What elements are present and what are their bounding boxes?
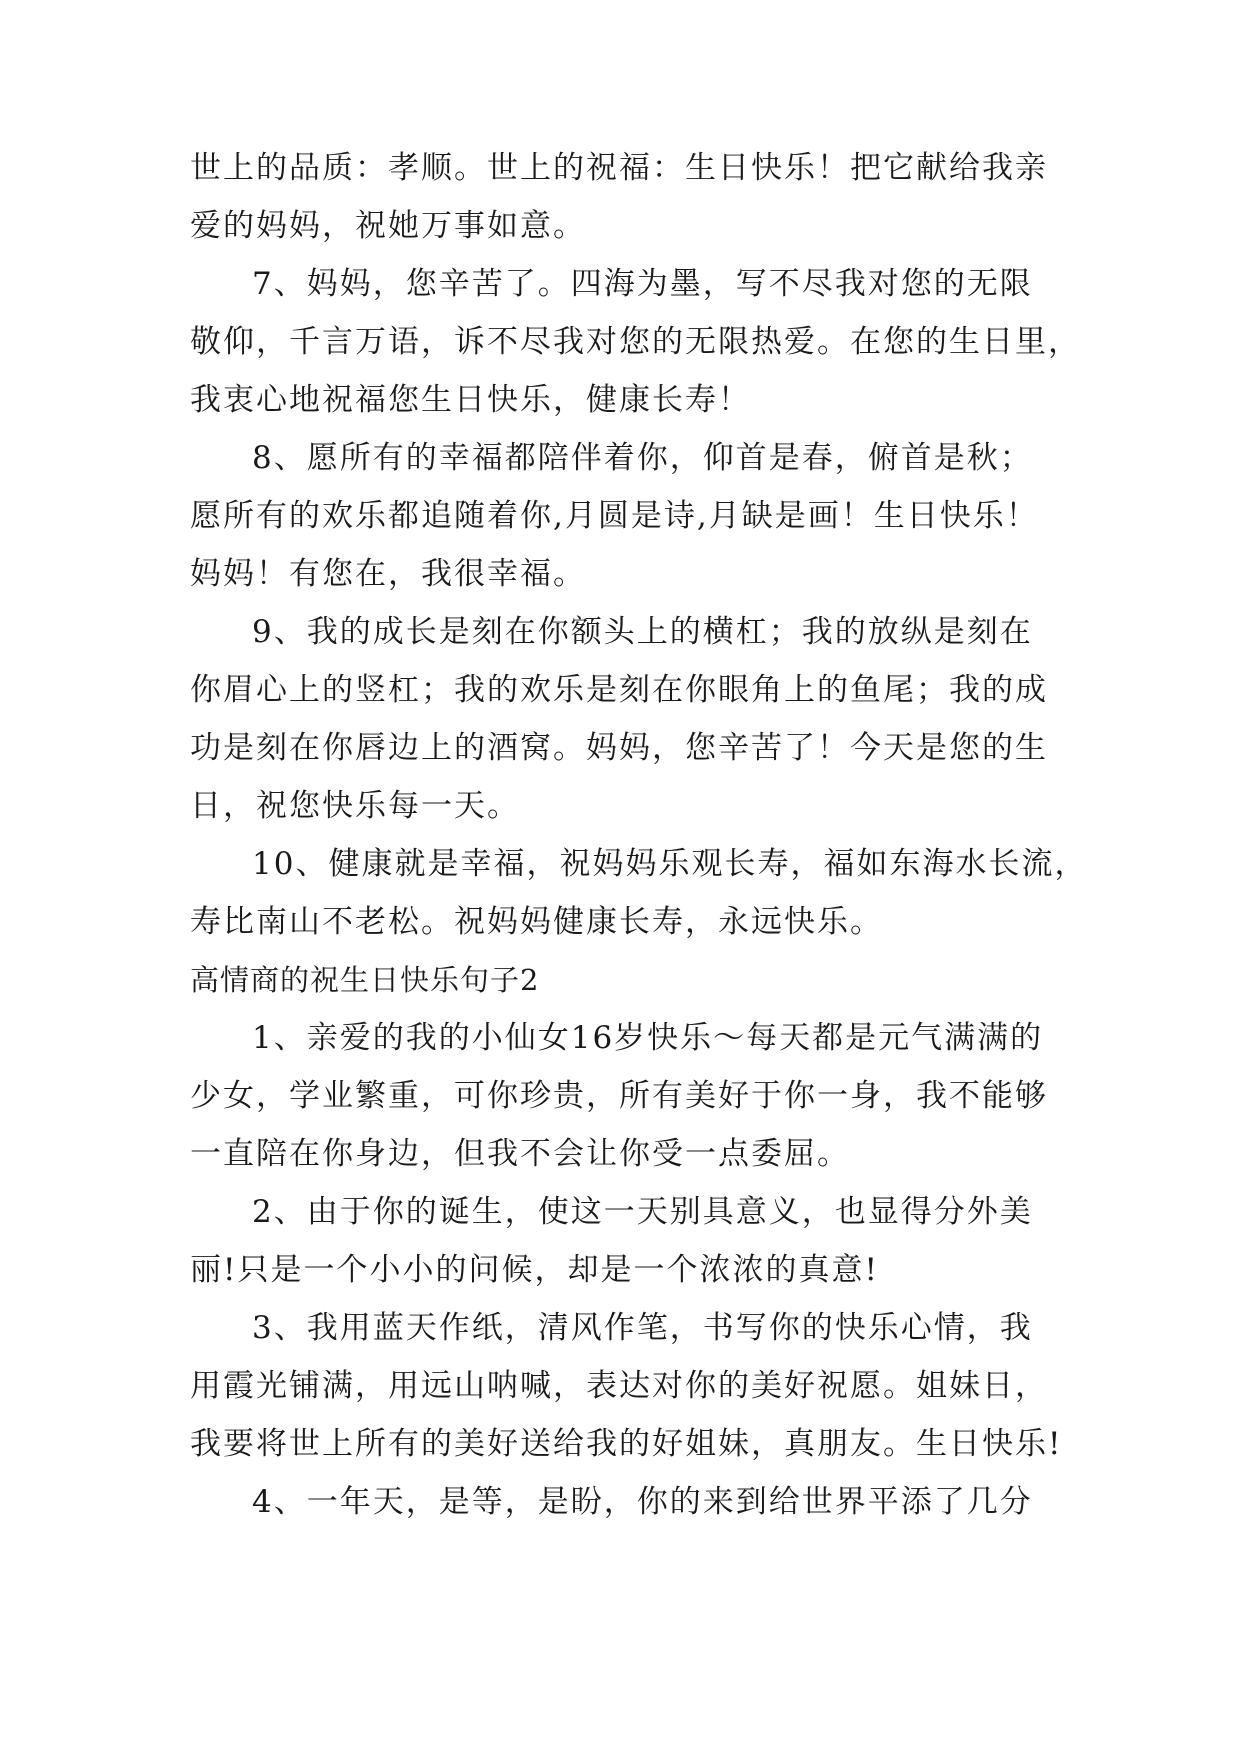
text-line: 我衷心地祝福您生日快乐，健康长寿！ [190, 382, 751, 418]
text-line: 丽!只是一个小小的问候，却是一个浓浓的真意! [190, 1252, 879, 1288]
text-line: 4、一年天，是等，是盼，你的来到给世界平添了几分 [252, 1484, 1033, 1520]
text-line: 3、我用蓝天作纸，清风作笔，书写你的快乐心情，我 [252, 1310, 1033, 1346]
text-line: 用霞光铺满，用远山呐喊，表达对你的美好祝愿。姐妹日， [190, 1368, 1048, 1404]
text-line: 少女，学业繁重，可你珍贵，所有美好于你一身，我不能够 [190, 1078, 1048, 1114]
text-line: 一直陪在你身边，但我不会让你受一点委屈。 [190, 1136, 850, 1172]
text-line: 我要将世上所有的美好送给我的好姐妹，真朋友。生日快乐! [190, 1426, 1063, 1462]
text-line: 日，祝您快乐每一天。 [190, 788, 520, 824]
text-line: 愿所有的欢乐都追随着你,月圆是诗,月缺是画！生日快乐！ [190, 498, 1039, 534]
text-line: 妈妈！有您在，我很幸福。 [190, 556, 586, 592]
text-line: 10、健康就是幸福，祝妈妈乐观长寿，福如东海水长流， [252, 846, 1088, 882]
section-heading: 高情商的祝生日快乐句子2 [190, 963, 540, 997]
text-line: 9、我的成长是刻在你额头上的横杠；我的放纵是刻在 [252, 614, 1033, 650]
text-line: 世上的品质：孝顺。世上的祝福：生日快乐！把它献给我亲 [190, 150, 1048, 186]
text-line: 8、愿所有的幸福都陪伴着你，仰首是春，俯首是秋； [252, 440, 1033, 476]
text-line: 功是刻在你唇边上的酒窝。妈妈，您辛苦了！今天是您的生 [190, 730, 1048, 766]
text-line: 1、亲爱的我的小仙女16岁快乐～每天都是元气满满的 [252, 1020, 1044, 1056]
text-line: 寿比南山不老松。祝妈妈健康长寿，永远快乐。 [190, 904, 883, 940]
text-line: 2、由于你的诞生，使这一天别具意义，也显得分外美 [252, 1194, 1033, 1230]
text-line: 你眉心上的竖杠；我的欢乐是刻在你眼角上的鱼尾；我的成 [190, 672, 1048, 708]
text-line: 7、妈妈，您辛苦了。四海为墨，写不尽我对您的无限 [252, 266, 1033, 302]
text-line: 爱的妈妈，祝她万事如意。 [190, 208, 586, 244]
text-line: 敬仰，千言万语，诉不尽我对您的无限热爱。在您的生日里， [190, 324, 1081, 360]
